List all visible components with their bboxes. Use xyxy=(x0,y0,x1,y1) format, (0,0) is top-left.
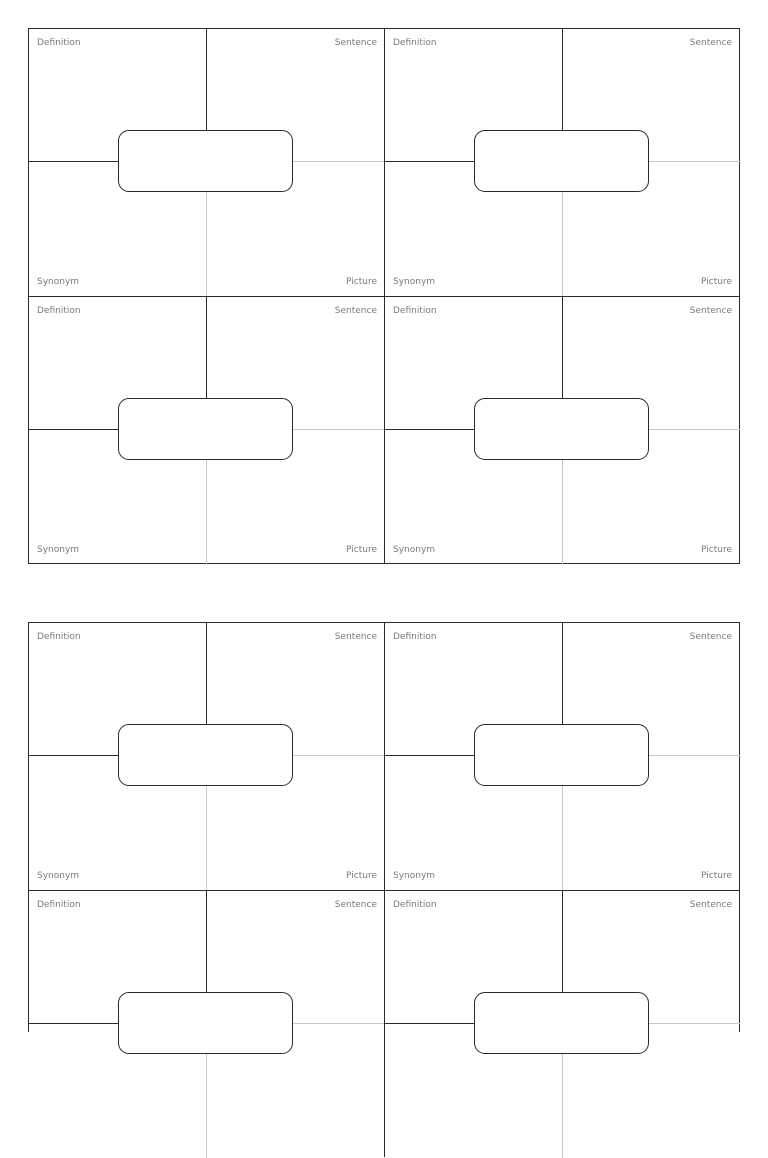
sentence-label: Sentence xyxy=(689,38,732,48)
vocabulary-card xyxy=(29,296,384,563)
synonym-label: Synonym xyxy=(393,545,436,555)
divider-line xyxy=(562,297,563,399)
picture-label: Picture xyxy=(346,277,377,287)
divider-line xyxy=(29,429,119,430)
word-box[interactable] xyxy=(118,724,293,786)
word-box[interactable] xyxy=(474,992,649,1054)
word-box[interactable] xyxy=(474,724,649,786)
picture-label: Picture xyxy=(701,277,732,287)
divider-line xyxy=(292,755,384,756)
word-box[interactable] xyxy=(118,992,293,1054)
sentence-label: Sentence xyxy=(689,632,732,642)
sentence-label: Sentence xyxy=(689,900,732,910)
divider-line xyxy=(206,460,207,564)
definition-label: Definition xyxy=(37,38,81,48)
divider-line xyxy=(206,297,207,399)
divider-line xyxy=(206,786,207,890)
divider-line xyxy=(206,192,207,296)
synonym-label: Synonym xyxy=(393,871,436,881)
sentence-label: Sentence xyxy=(334,632,377,642)
divider-line xyxy=(385,755,475,756)
definition-label: Definition xyxy=(37,306,81,316)
vocabulary-card xyxy=(384,296,739,563)
divider-line xyxy=(562,891,563,993)
divider-line xyxy=(385,429,475,430)
divider-line xyxy=(562,786,563,890)
divider-line xyxy=(385,161,475,162)
divider-line xyxy=(562,623,563,725)
definition-label: Definition xyxy=(393,38,437,48)
word-box[interactable] xyxy=(474,130,649,192)
vocabulary-card xyxy=(29,29,384,296)
sentence-label: Sentence xyxy=(689,306,732,316)
definition-label: Definition xyxy=(393,900,437,910)
picture-label: Picture xyxy=(701,871,732,881)
vocabulary-card xyxy=(29,623,384,890)
divider-line xyxy=(562,460,563,564)
divider-line xyxy=(648,161,740,162)
divider-line xyxy=(206,891,207,993)
vocabulary-sheet-bottom xyxy=(28,622,740,1032)
divider-line xyxy=(562,192,563,296)
definition-label: Definition xyxy=(393,306,437,316)
divider-line xyxy=(29,755,119,756)
definition-label: Definition xyxy=(393,632,437,642)
sentence-label: Sentence xyxy=(334,38,377,48)
sentence-label: Sentence xyxy=(334,306,377,316)
divider-line xyxy=(206,1054,207,1158)
picture-label: Picture xyxy=(346,871,377,881)
picture-label: Picture xyxy=(701,545,732,555)
word-box[interactable] xyxy=(118,130,293,192)
vocabulary-card xyxy=(384,29,739,296)
divider-line xyxy=(206,623,207,725)
vocabulary-card xyxy=(384,623,739,890)
divider-line xyxy=(292,161,384,162)
word-box[interactable] xyxy=(118,398,293,460)
synonym-label: Synonym xyxy=(37,277,80,287)
divider-line xyxy=(648,429,740,430)
sentence-label: Sentence xyxy=(334,900,377,910)
divider-line xyxy=(292,429,384,430)
synonym-label: Synonym xyxy=(393,277,436,287)
synonym-label: Synonym xyxy=(37,545,80,555)
divider-line xyxy=(562,1054,563,1158)
divider-line xyxy=(562,29,563,131)
synonym-label: Synonym xyxy=(37,871,80,881)
definition-label: Definition xyxy=(37,632,81,642)
divider-line xyxy=(29,161,119,162)
picture-label: Picture xyxy=(346,545,377,555)
word-box[interactable] xyxy=(474,398,649,460)
divider-line xyxy=(648,755,740,756)
divider-line xyxy=(206,29,207,131)
definition-label: Definition xyxy=(37,900,81,910)
vocabulary-sheet-top xyxy=(28,28,740,564)
